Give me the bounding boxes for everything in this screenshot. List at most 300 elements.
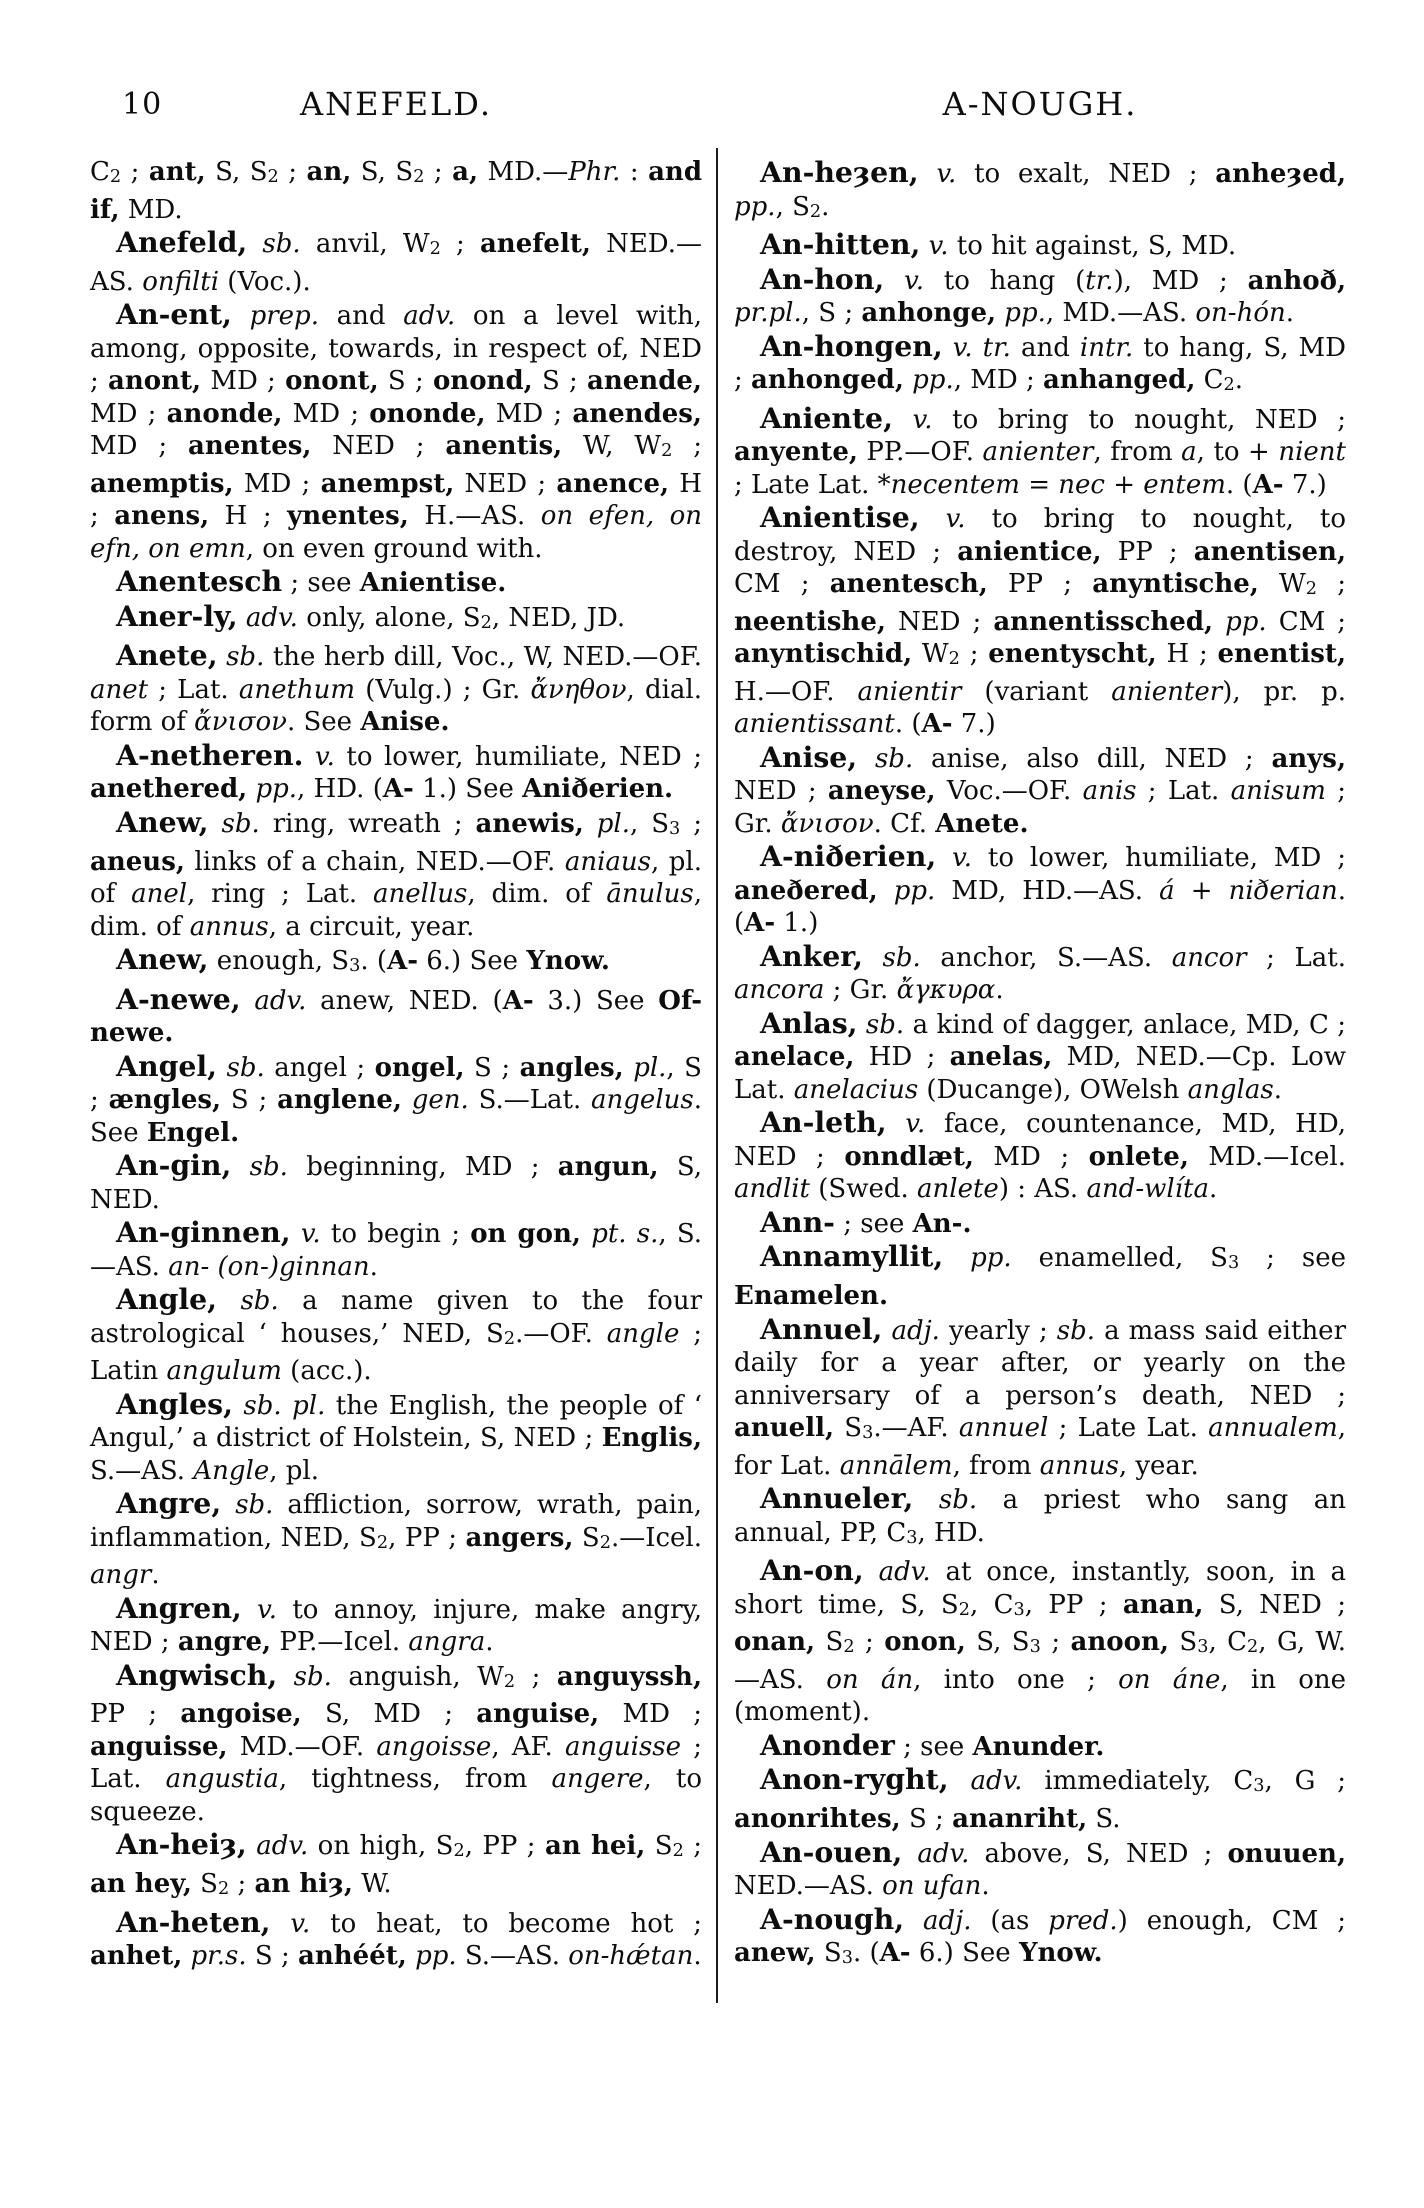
entry-text: anentis, <box>445 431 563 462</box>
entry-text: , year. <box>1118 1450 1199 1481</box>
entry-text: ; <box>683 1831 703 1862</box>
entry-text: aneyse, <box>827 776 936 807</box>
entry-text: Aniðerien. <box>522 774 674 805</box>
entry-text: anonrihtes, <box>734 1804 901 1835</box>
entry-text <box>232 301 250 331</box>
entry-text: 2 <box>376 1532 389 1553</box>
entry-text: anan, <box>1122 1589 1204 1620</box>
entry-text <box>277 1662 293 1692</box>
entry-text: anhet, <box>90 1941 183 1972</box>
entry-text: CM ; <box>1266 606 1346 637</box>
entry-text: adv. <box>245 602 298 633</box>
entry-text: 2 <box>109 167 122 188</box>
entry-text: A- <box>879 1938 911 1969</box>
entry-text: NED ; <box>454 468 557 499</box>
entry-text: pp. <box>893 875 936 906</box>
entry-text: and if, <box>90 157 702 225</box>
entry-text <box>919 159 937 189</box>
entry-text: , dim. of <box>467 879 607 910</box>
entry-text: angere <box>551 1764 644 1795</box>
dictionary-entry <box>90 943 702 983</box>
dictionary-entry <box>90 806 702 943</box>
entry-text <box>231 1152 249 1182</box>
running-head-left: ANEFELD. <box>300 85 492 123</box>
entry-text: ; <box>680 808 703 839</box>
entry-text: onon, <box>884 1627 966 1658</box>
dictionary-entry <box>734 1903 1346 1975</box>
entry-text: anel <box>131 879 188 910</box>
entry-text: S, S <box>351 157 414 187</box>
entry-text: anelace, <box>734 1042 855 1073</box>
entry-text: , PP ; <box>388 1522 466 1553</box>
entry-text: ynentes, <box>287 501 409 532</box>
entry-text: pp. <box>415 1941 457 1972</box>
entry-text: . <box>981 1871 990 1902</box>
entry-text: C <box>1195 365 1224 396</box>
entry-text: v. <box>952 843 972 874</box>
entry-text: . ( <box>1225 469 1253 500</box>
entry-text: S.—Lat. <box>468 1085 592 1116</box>
entry-text: v. tr. <box>952 332 1011 363</box>
headword: Aner-ly, <box>116 598 238 633</box>
entry-text: MD ; <box>599 1699 703 1730</box>
entry-text: ; Latin <box>90 1318 702 1387</box>
dictionary-entry <box>90 639 702 739</box>
entry-text: S, NED ; <box>1203 1589 1346 1620</box>
dictionary-entry <box>90 600 702 640</box>
entry-text: NED ; <box>734 776 828 807</box>
entry-text: 2 <box>453 1841 465 1862</box>
entry-text: ), MD ; <box>1113 265 1248 296</box>
entry-text: (Voc.). <box>219 266 311 297</box>
entry-text: anuell, <box>734 1413 835 1444</box>
entry-text: NED ; <box>311 431 446 462</box>
entry-text: anew, NED. ( <box>306 985 503 1016</box>
entry-text: pp. <box>255 774 298 805</box>
headword: Angre, <box>116 1486 222 1521</box>
entry-text: A- <box>1252 469 1284 500</box>
entry-text: ; see <box>834 1208 913 1239</box>
entry-text <box>217 1053 227 1083</box>
entry-text: ; see <box>282 568 360 599</box>
entry-text: anende, <box>587 366 702 397</box>
entry-text: 2 <box>599 1532 611 1553</box>
entry-text: enough, S <box>208 946 350 977</box>
entry-text: anethered, <box>90 774 248 805</box>
entry-text: ; <box>515 1661 557 1692</box>
entry-text: ; <box>854 1627 885 1658</box>
entry-text: , pl. of <box>90 846 702 910</box>
entry-text: 2 <box>503 1328 516 1349</box>
entry-text: . <box>369 1251 378 1282</box>
entry-text <box>221 1490 235 1520</box>
entry-text <box>904 365 912 395</box>
entry-text: Englis, <box>601 1423 702 1454</box>
entry-text: ἄνισον <box>194 707 287 738</box>
entry-text: anise, also dill, NED ; <box>913 743 1272 774</box>
entry-text <box>182 1941 190 1971</box>
entry-text <box>242 1595 257 1625</box>
dictionary-entry <box>90 739 702 806</box>
entry-text <box>943 1243 970 1273</box>
entry-text: anendes, <box>572 398 702 429</box>
entry-text: S <box>834 1413 863 1444</box>
entry-text: pp. <box>912 365 954 396</box>
entry-text: enentist, <box>1217 639 1346 670</box>
entry-text: pr.s. <box>190 1941 247 1972</box>
headword: Angwisch, <box>116 1657 278 1692</box>
entry-text: pt. s. <box>591 1219 659 1250</box>
entry-text: anientissant <box>734 709 895 740</box>
entry-text: Phr. <box>568 157 621 187</box>
dictionary-entry <box>734 263 1346 330</box>
entry-text: adv. <box>256 1831 309 1862</box>
entry-text: angustia <box>165 1764 279 1795</box>
entry-text: (acc.). <box>281 1356 372 1387</box>
headword: Anonder <box>760 1727 895 1762</box>
entry-text: . <box>151 1560 160 1591</box>
entry-text: , pl. <box>269 1455 319 1486</box>
entry-text: to exalt, NED ; <box>956 159 1216 189</box>
entry-text: MD ; <box>973 1141 1089 1172</box>
entry-text: NED ; <box>885 606 994 637</box>
dictionary-entry <box>734 1836 1346 1903</box>
entry-text: aneðered, <box>734 875 878 906</box>
entry-text: 3 <box>1253 1776 1265 1797</box>
entry-text: S, S <box>965 1627 1030 1658</box>
entry-text: anys, <box>1271 743 1346 774</box>
entry-text: 1.) <box>775 908 819 939</box>
entry-text: , on even ground with. <box>245 533 543 564</box>
entry-text: S <box>1168 1627 1198 1658</box>
entry-text: sb. <box>235 1490 274 1521</box>
entry-text: 6.) See <box>910 1938 1019 1969</box>
headword: Anefeld, <box>116 225 248 260</box>
entry-text: onont, <box>285 366 379 397</box>
entry-text: Engel. <box>146 1117 240 1148</box>
entry-text: ; <box>278 157 307 187</box>
entry-text: H.—OF. <box>734 676 858 707</box>
entry-text: ancor <box>1171 942 1247 973</box>
entry-text: MD.— <box>478 157 569 187</box>
entry-text: ; <box>424 157 453 187</box>
entry-text: to bring to nought, NED ; <box>932 404 1347 435</box>
entry-text: 2 <box>218 1879 230 1900</box>
dictionary-entry <box>90 156 702 226</box>
entry-text <box>857 744 875 774</box>
entry-text: anlete <box>917 1174 999 1205</box>
entry-text: Anise. <box>360 707 450 738</box>
entry-text: Anete. <box>935 808 1029 839</box>
entry-text <box>949 1766 971 1796</box>
entry-text: on efen, on efn, on emn <box>90 501 702 564</box>
entry-text: PP ; <box>987 569 1093 600</box>
entry-text: Enamelen. <box>734 1281 888 1312</box>
entry-text: niðerian <box>1228 875 1338 906</box>
entry-text: links of a chain, NED.—OF. <box>184 846 565 877</box>
entry-text: sb. <box>249 1152 288 1183</box>
entry-text: . ( <box>734 875 1346 939</box>
entry-text: S. <box>1087 1804 1121 1835</box>
headword: Annamyllit, <box>760 1239 944 1274</box>
headword: A-niðerien, <box>760 839 937 874</box>
entry-text: anvil, W <box>300 229 430 260</box>
entry-text: anhonged, <box>751 365 904 396</box>
entry-text: annālem <box>839 1450 953 1481</box>
entry-text: a name given to the four astrological ‘ houses,’ NED, S <box>90 1286 702 1349</box>
entry-text: 1.) See <box>413 774 523 805</box>
entry-text: pl. <box>596 808 630 839</box>
headword: A-newe, <box>116 981 241 1016</box>
dictionary-entry <box>734 1240 1346 1312</box>
entry-text: , S ; <box>801 298 862 329</box>
dictionary-entry <box>90 1216 702 1283</box>
entry-text: sb. <box>221 808 260 839</box>
headword: Annueler, <box>760 1481 914 1516</box>
entry-text: sb. <box>226 642 265 673</box>
entry-text: PP ; <box>1101 536 1194 567</box>
entry-text: anence, <box>556 468 670 499</box>
entry-text: A- <box>387 946 418 977</box>
entry-text: 3 <box>1013 1599 1025 1620</box>
dictionary-entry <box>734 1482 1346 1554</box>
entry-text: anhonge, <box>861 298 997 329</box>
entry-text: S, S <box>205 157 268 187</box>
entry-text: anienter <box>1111 676 1223 707</box>
entry-text: A- <box>382 774 414 805</box>
dictionary-entry <box>734 940 1346 1007</box>
entry-text: to heat, to become hot ; <box>310 1908 703 1939</box>
entry-text <box>887 1109 906 1139</box>
entry-text: S <box>645 1831 673 1862</box>
entry-text: v. <box>904 265 924 296</box>
entry-text: 2 <box>503 1671 516 1692</box>
entry-text: 2 <box>809 201 822 222</box>
headword: An-ent, <box>116 297 232 332</box>
entry-text: adj. <box>891 1315 940 1346</box>
entry-text: PP.—OF. <box>857 437 983 468</box>
entry-text: anens, <box>114 501 210 532</box>
entry-text: neentishe, <box>734 606 886 637</box>
entry-text: (as <box>971 1905 1049 1936</box>
entry-text: . <box>821 191 830 222</box>
entry-text: : <box>620 157 649 187</box>
headword: An-heten, <box>116 1904 271 1939</box>
entry-text: anempst, <box>320 468 455 499</box>
entry-text: anonde, <box>166 398 283 429</box>
entry-text: , from <box>952 1450 1040 1481</box>
entry-text <box>878 876 894 906</box>
entry-text: sb. <box>240 1286 279 1317</box>
entry-text: angun, <box>557 1152 659 1183</box>
entry-text: W <box>1258 569 1306 600</box>
entry-text: S <box>573 1522 600 1553</box>
entry-text: and-wlíta <box>1086 1174 1209 1205</box>
entry-text <box>581 1219 591 1249</box>
headword: An-ginnen, <box>116 1215 291 1250</box>
entry-text: H ; <box>1156 639 1218 670</box>
entry-text: , PP ; <box>464 1831 545 1862</box>
entry-text: S, NED. <box>90 1152 702 1215</box>
entry-text: v. <box>912 404 933 435</box>
dictionary-entry <box>734 330 1346 402</box>
entry-text <box>920 504 946 534</box>
entry-text: , PP ; <box>1024 1589 1123 1620</box>
entry-text: gen. <box>411 1085 469 1116</box>
entry-text: anentes, <box>187 431 312 462</box>
dictionary-entry <box>90 298 702 565</box>
entry-text: + <box>1174 875 1229 906</box>
dictionary-entry <box>734 1729 1346 1764</box>
entry-text: 2 <box>1223 375 1235 396</box>
headword: Anentesch <box>116 564 283 599</box>
entry-text: angr <box>90 1560 152 1591</box>
entry-text: . <box>1208 1174 1218 1205</box>
dictionary-entry <box>90 1149 702 1216</box>
entry-text <box>864 1557 879 1587</box>
entry-text: ; see <box>894 1731 973 1762</box>
entry-text: , HD. ( <box>297 774 383 805</box>
entry-text: 3 <box>906 1527 918 1548</box>
entry-text: enentyscht, <box>988 639 1157 670</box>
entry-text <box>936 843 952 873</box>
entry-text: ; Gr. <box>734 776 1346 839</box>
headword: A-netheren. <box>116 737 304 772</box>
entry-text: Ynow. <box>1018 1938 1103 1969</box>
entry-text: v. <box>905 1109 926 1140</box>
entry-text <box>1213 607 1225 637</box>
entry-text: anglene, <box>277 1085 402 1116</box>
entry-text: annuel <box>958 1413 1049 1444</box>
headword: An-hon, <box>760 261 885 296</box>
entry-text: the herb dill, Voc., W, NED.—OF. <box>264 642 702 673</box>
headword: An-ouen, <box>760 1834 903 1869</box>
dictionary-entry <box>734 1313 1346 1483</box>
entry-text: MD.—OF. <box>227 1731 377 1762</box>
entry-text: anhanged, <box>1043 365 1196 396</box>
entry-text: , tightness, from <box>278 1764 552 1795</box>
entry-text <box>584 809 597 839</box>
entry-text: Angle <box>193 1455 270 1486</box>
headword: Angles, <box>116 1386 233 1421</box>
entry-text <box>238 603 246 633</box>
entry-text: . <box>485 1627 494 1658</box>
entry-text: . See <box>90 1085 702 1148</box>
entry-text: an hey, <box>90 1869 192 1900</box>
entry-text: MD, HD.—AS. <box>935 875 1160 906</box>
entry-text: , S <box>775 191 810 222</box>
entry-text: , C <box>969 1589 1014 1620</box>
entry-text: adv. <box>878 1557 931 1588</box>
entry-text: angles, <box>519 1052 624 1083</box>
entry-text: S ; <box>464 1052 520 1083</box>
dictionary-entry <box>734 402 1346 502</box>
entry-text: sb. <box>865 1009 905 1040</box>
entry-text: 7.) <box>952 709 996 740</box>
dictionary-entry <box>90 1388 702 1488</box>
entry-text: and <box>318 301 404 332</box>
entry-text: S ; <box>532 366 588 397</box>
entry-text: ; <box>1040 1627 1071 1658</box>
entry-text: adv. <box>403 301 456 332</box>
entry-text: an hei, <box>545 1831 646 1862</box>
entry-text: Ynow. <box>526 946 610 977</box>
entry-text: 3 <box>862 1423 874 1444</box>
entry-text <box>402 1085 412 1115</box>
entry-text: CM ; <box>734 569 830 600</box>
entry-text: ongel, <box>374 1052 465 1083</box>
dictionary-entry <box>734 228 1346 263</box>
entry-text: W. <box>352 1869 392 1900</box>
entry-text: 2 <box>843 1637 855 1658</box>
entry-text: a <box>1181 437 1197 468</box>
entry-text: , for Lat. <box>734 1413 1347 1481</box>
entry-text: (variant <box>961 676 1112 707</box>
entry-text: sb. <box>262 229 301 260</box>
entry-text: adj. <box>923 1905 972 1936</box>
entry-text: A- <box>502 985 534 1016</box>
entry-text: H ; <box>209 501 288 532</box>
entry-text: anelacius <box>793 1074 919 1105</box>
entry-text <box>291 1219 301 1249</box>
dictionary-entry <box>90 1828 702 1905</box>
entry-text <box>247 229 262 259</box>
entry-text: pred. <box>1048 1905 1118 1936</box>
entry-text: 2 <box>413 167 425 188</box>
entry-text: 2 <box>1247 1637 1259 1658</box>
entry-text <box>209 809 222 839</box>
entry-text: angelus <box>591 1085 694 1116</box>
entry-text: . <box>1273 1074 1282 1105</box>
entry-text: , NED, JD. <box>491 602 626 633</box>
entry-text: ἄνηθον <box>530 674 627 705</box>
entry-text: MD, NED.—Cp. Low Lat. <box>734 1042 1346 1105</box>
entry-text: . <box>1234 365 1244 396</box>
entry-text: angre, <box>177 1627 272 1658</box>
headword: An-gin, <box>116 1148 232 1183</box>
entry-text: anguisse, <box>90 1731 228 1762</box>
entry-text: a, <box>452 157 479 187</box>
headword: An-leth, <box>760 1105 887 1140</box>
entry-text: angra <box>408 1627 486 1658</box>
entry-text: affliction, sorrow, wrath, pain, inflammation, NED, S <box>90 1490 702 1553</box>
entry-text: (Vulg.) ; Gr. <box>355 674 531 705</box>
entry-text: 3 <box>1197 1637 1209 1658</box>
entry-text: anis <box>1082 776 1137 807</box>
entry-text: , MD.—AS. <box>1045 298 1196 329</box>
entry-text: . ( <box>894 709 922 740</box>
entry-text: onndlæt, <box>844 1141 974 1172</box>
entry-text: anguisse <box>565 1731 682 1762</box>
right-column <box>734 156 1346 1975</box>
entry-text: S <box>191 1869 218 1900</box>
entry-text: .—Icel. <box>610 1522 703 1553</box>
entry-text: S ; <box>378 366 433 397</box>
entry-text: annus <box>1039 1450 1119 1481</box>
entry-text: andlit <box>734 1174 810 1205</box>
entry-text: anguyssh, <box>556 1661 703 1692</box>
dictionary-entry <box>734 1554 1346 1729</box>
dictionary-entry <box>90 226 702 298</box>
entry-text: to bring to nought, to destroy, NED ; <box>734 504 1346 567</box>
entry-text: ) enough, CM ; <box>1117 1905 1346 1936</box>
headword: Anew, <box>116 804 209 839</box>
entry-text: 3.) See <box>533 985 659 1016</box>
entry-text: NED.—AS. <box>734 1871 883 1902</box>
entry-text: 2 <box>672 1841 684 1862</box>
entry-text: tr. <box>1085 265 1114 296</box>
entry-text <box>943 333 953 363</box>
